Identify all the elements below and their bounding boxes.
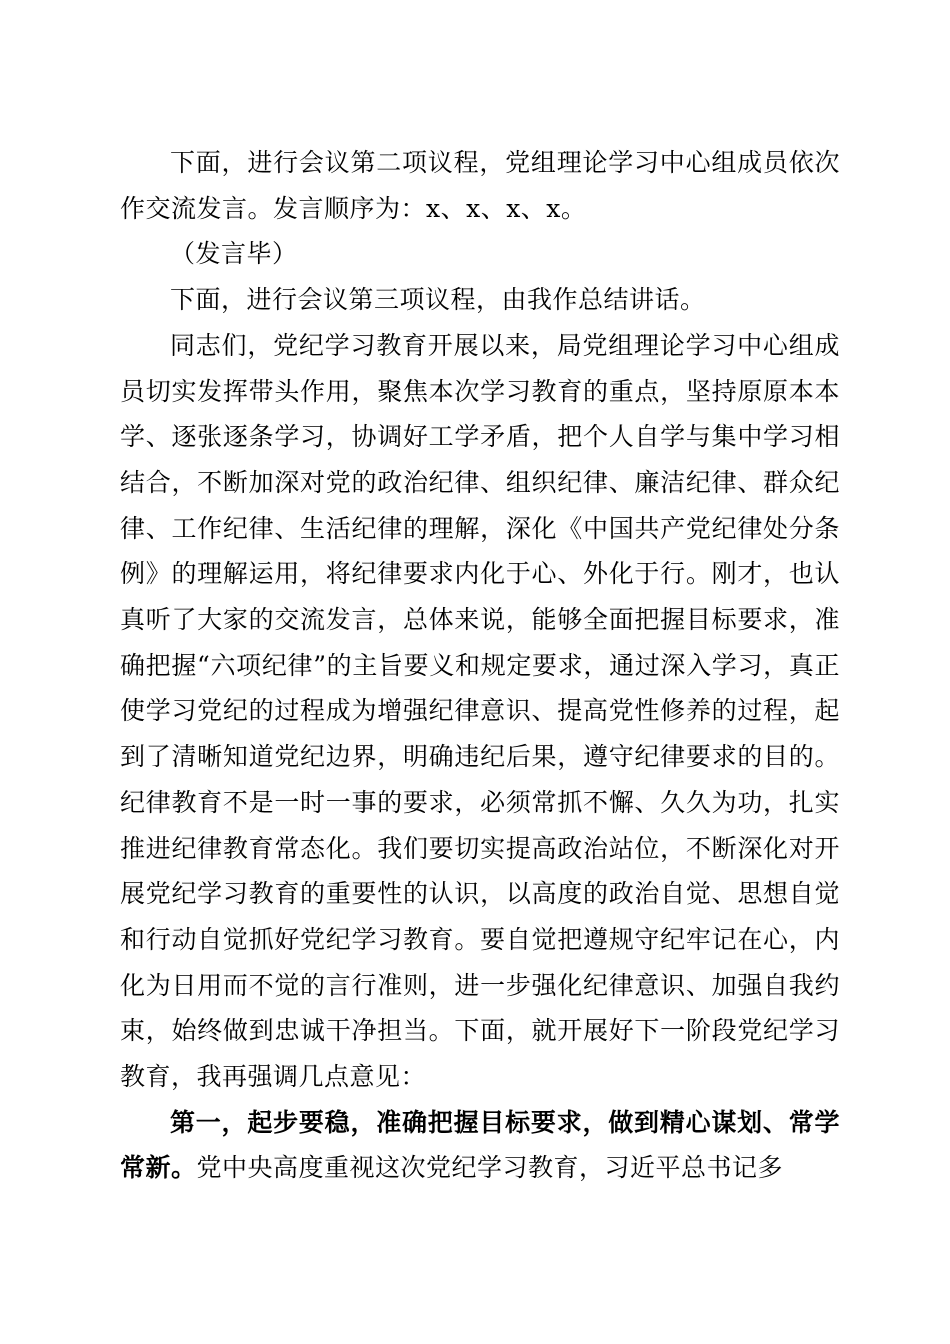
paragraph-agenda-item-two: 下面，进行会议第二项议程，党组理论学习中心组成员依次作交流发言。发言顺序为：x、x、x、x。	[120, 148, 840, 223]
point-one-body: 党中央高度重视这次党纪学习教育，习近平总书记多	[196, 1153, 784, 1183]
paragraph-speech-end-note: （发言毕）	[170, 239, 298, 269]
point-one-heading: 第一，起步要稳，准确把握目标要求，做到精心谋划、常学常新。	[120, 1107, 840, 1183]
document-body	[120, 140, 840, 1191]
paragraph-summary-speech: 同志们，党纪学习教育开展以来，局党组理论学习中心组成员切实发挥带头作用，聚焦本次学习教育的重点，坚持原原本本学、逐张逐条学习，协调好工学矛盾，把个人自学与集中学习相结合，不断加深对党的政治纪律、组织纪律、廉洁纪律、群众纪律、工作纪律、生活纪律的理解，深化《中国共产党纪律处分条例》的理解运用，将纪律要求内化于心、外化于行。刚才，也认真听了大家的交流发言，总体来说，能够全面把握目标要求，准确把握“六项纪律”的主旨要义和规定要求，通过深入学习，真正使学习党纪的过程成为增强纪律意识、提高党性修养的过程，起到了清晰知道党纪边界，明确违纪后果，遵守纪律要求的目的。纪律教育不是一时一事的要求，必须常抓不懈、久久为功，扎实推进纪律教育常态化。我们要切实提高政治站位，不断深化对开展党纪学习教育的重要性的认识，以高度的政治自觉、思想自觉和行动自觉抓好党纪学习教育。要自觉把遵规守纪牢记在心，内化为日用而不觉的言行准则，进一步强化纪律意识、加强自我约束，始终做到忠诚干净担当。下面，就开展好下一阶段党纪学习教育，我再强调几点意见：	[120, 330, 840, 1092]
paragraph-agenda-item-three: 下面，进行会议第三项议程，由我作总结讲话。	[170, 285, 706, 315]
paragraph-point-one	[120, 1100, 840, 1191]
